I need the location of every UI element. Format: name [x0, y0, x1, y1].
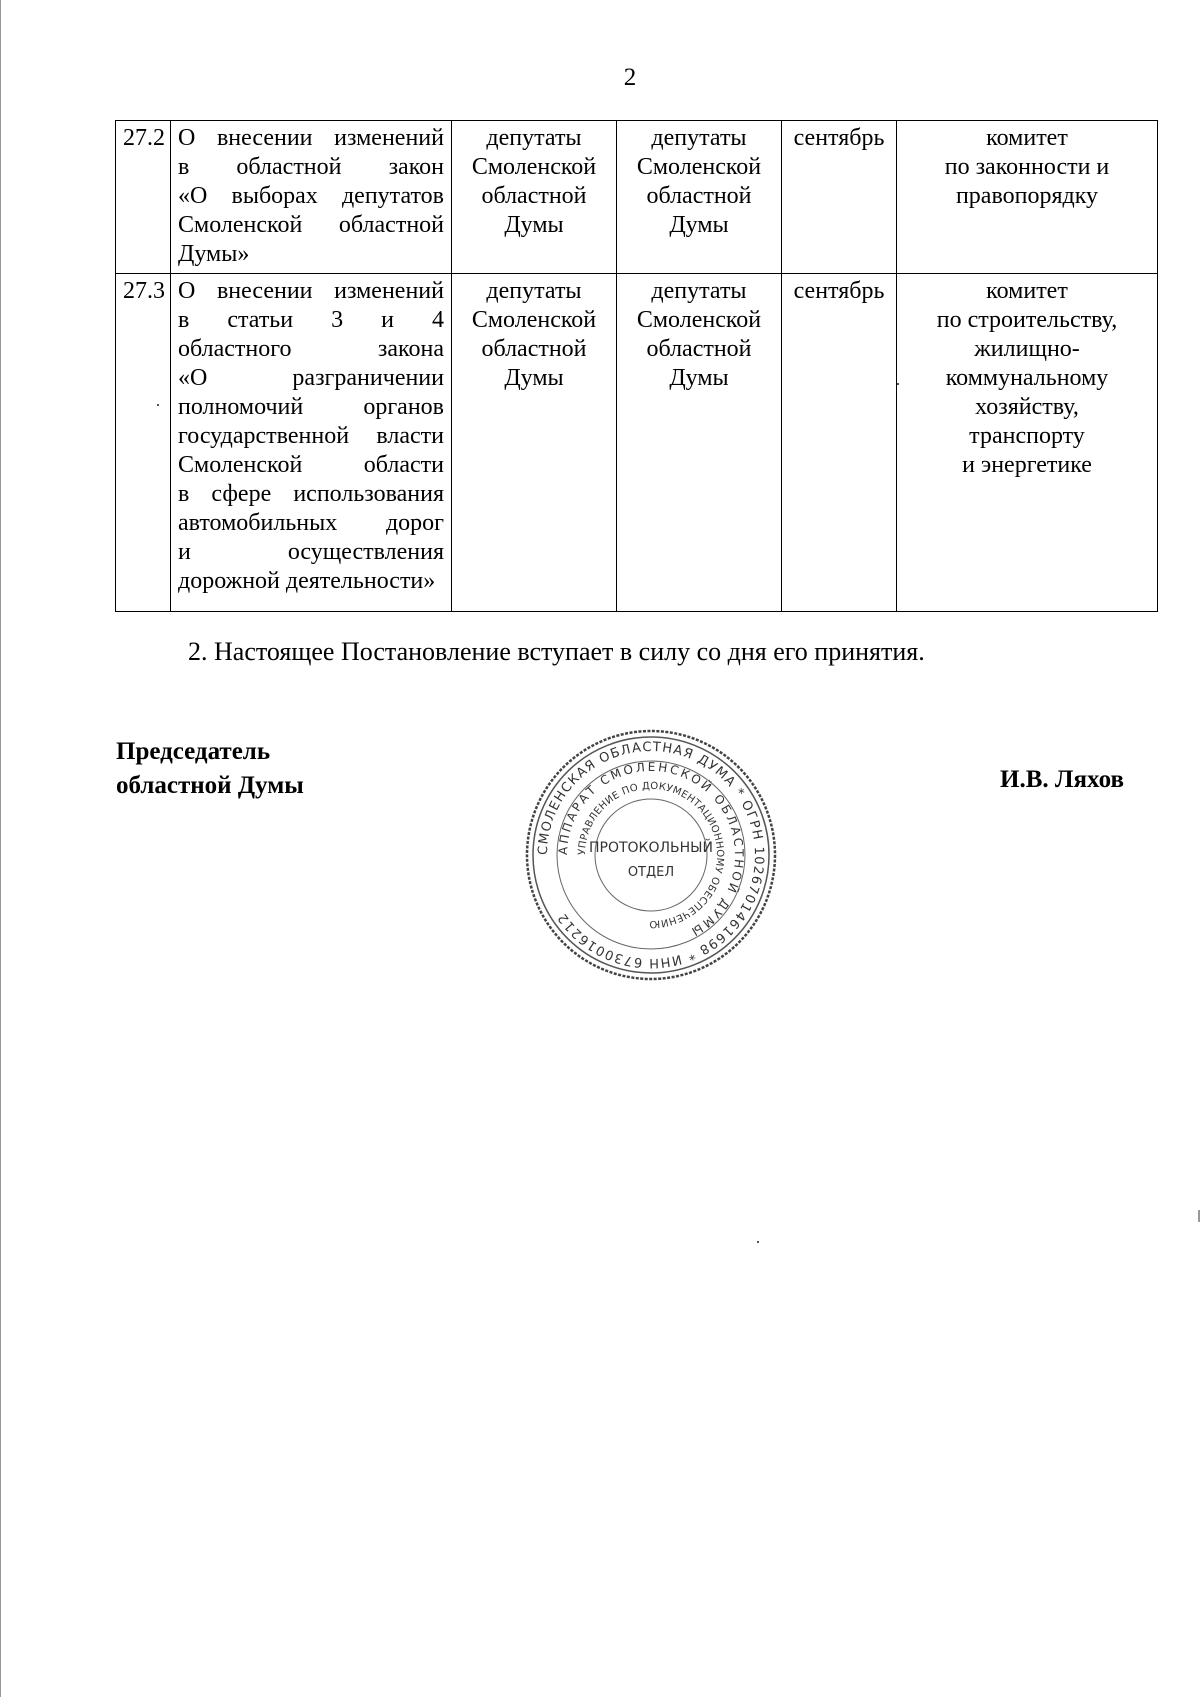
official-seal	[520, 724, 782, 986]
term: сентябрь	[782, 121, 897, 274]
bill-title: О внесении изменений в статьи 3 и 4 областного закона «О разграничении полномочий органов государственной власти Смоленской области в сфере использования автомобильных дорог и осуществления дорожной деятельности»	[171, 274, 452, 612]
seal-outer-text: СМОЛЕНСКАЯ ОБЛАСТНАЯ ДУМА * ОГРН 1026701461698 * ИНН 6730016212	[535, 739, 767, 971]
responsible-committee: комитет по строительству, жилищно- коммунальному хозяйству, транспорту и энергетике	[897, 274, 1158, 612]
signatory-name: И.В. Ляхов	[1000, 766, 1124, 793]
scan-speck	[757, 1241, 759, 1243]
signatory-position	[116, 735, 304, 803]
seal-middle-text: АППАРАТ СМОЛЕНСКОЙ ОБЛАСТНОЙ ДУМЫ	[555, 759, 747, 940]
scan-left-edge	[0, 0, 1, 1697]
position-line: Председатель	[116, 738, 271, 765]
row-number: 27.2	[116, 121, 171, 274]
row-number: 27.3	[116, 274, 171, 612]
seal-center-line1: ПРОТОКОЛЬНЫЙ	[588, 840, 714, 856]
developer: депутаты Смоленской областной Думы	[617, 274, 782, 612]
table-row	[116, 274, 1158, 612]
scan-speck	[157, 404, 159, 406]
bill-title: О внесении изменений в областной закон «О выборах депутатов Смоленской областной Думы»	[171, 121, 452, 274]
scan-speck	[897, 383, 899, 385]
position-line: областной Думы	[116, 772, 304, 799]
initiator: депутаты Смоленской областной Думы	[452, 274, 617, 612]
developer: депутаты Смоленской областной Думы	[617, 121, 782, 274]
initiator: депутаты Смоленской областной Думы	[452, 121, 617, 274]
effective-date-paragraph: 2. Настоящее Постановление вступает в силу со дня его принятия.	[188, 637, 925, 666]
term: сентябрь	[782, 274, 897, 612]
responsible-committee: комитет по законности и правопорядку	[897, 121, 1158, 274]
page-number: 2	[623, 64, 637, 91]
seal-center-line2: ОТДЕЛ	[627, 865, 675, 880]
seal-inner-text: УПРАВЛЕНИЕ ПО ДОКУМЕНТАЦИОННОМУ ОБЕСПЕЧЕНИЮ	[576, 780, 726, 930]
legislative-plan-table	[115, 120, 1158, 612]
table-row	[116, 121, 1158, 274]
